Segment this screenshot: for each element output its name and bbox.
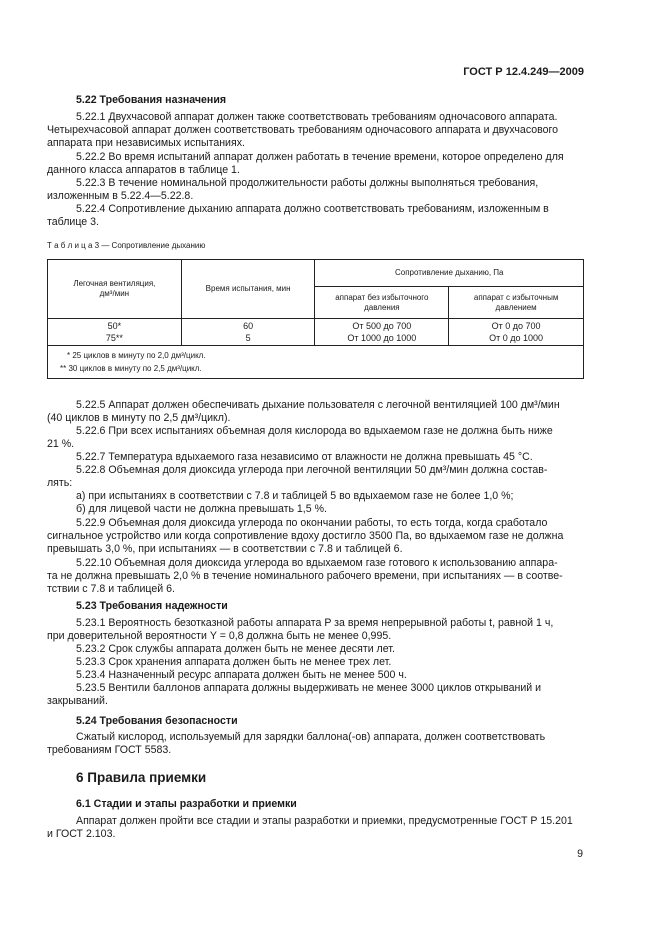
page-number: 9 (577, 848, 583, 860)
para-5-24-cont: требованиям ГОСТ 5583. (47, 744, 172, 756)
header-resistance: Сопротивление дыханию, Па (315, 260, 584, 287)
para-5-22-2: 5.22.2 Во время испытаний аппарат должен работать в течение времени, которое определено для (76, 151, 564, 163)
cell-excess: От 0 до 700 От 0 до 1000 (449, 319, 584, 346)
para-5-23-3: 5.23.3 Срок хранения аппарата должен быть не менее трех лет. (76, 656, 392, 668)
table-notes (48, 346, 584, 379)
para-5-22-3-cont: изложенным в 5.22.4—5.22.8. (47, 190, 194, 202)
para-5-24: Сжатый кислород, используемый для зарядки баллона(-ов) аппарата, должен соответствовать (76, 731, 546, 743)
para-5-22-5-cont: (40 циклов в минуту по 2,5 дм³/цикл). (47, 412, 231, 424)
para-5-22-7: 5.22.7 Температура вдыхаемого газа независимо от влажности не должна превышать 45 °С. (76, 451, 533, 463)
resistance-table (47, 259, 584, 379)
list-item: а) при испытаниях в соответствии с 7.8 и таблицей 5 во вдыхаемом газе не более 1,0 %; (76, 490, 514, 502)
para-5-22-10-cont: тствии с 7.8 и таблицей 6. (47, 583, 175, 595)
section-title-6: 6 Правила приемки (76, 770, 207, 785)
para-5-23-5: 5.23.5 Вентили баллонов аппарата должны выдерживать не менее 3000 циклов открываний и (76, 682, 542, 694)
para-5-22-5: 5.22.5 Аппарат должен обеспечивать дыхание пользователя с легочной вентиляцией 100 дм³/мин (76, 399, 560, 411)
para-5-22-8: 5.22.8 Объемная доля диоксида углерода при легочной вентиляции 50 дм³/мин должна состав- (76, 464, 548, 476)
cell-no-excess: От 500 до 700 От 1000 до 1000 (315, 319, 449, 346)
para-6-1: Аппарат должен пройти все стадии и этапы разработки и приемки, предусмотренные ГОСТ Р 15.201 (76, 815, 573, 827)
document-id: ГОСТ Р 12.4.249—2009 (463, 66, 584, 78)
para-5-22-6: 5.22.6 При всех испытаниях объемная доля кислорода во вдыхаемом газе не должна быть ниже (76, 425, 553, 437)
para-5-22-4: 5.22.4 Сопротивление дыханию аппарата должно соответствовать требованиям, изложенным в (76, 203, 549, 215)
para-5-22-2-cont: данного класса аппаратов в таблице 1. (47, 164, 240, 176)
section-title-5-23: 5.23 Требования надежности (76, 600, 228, 612)
para-5-22-9: 5.22.9 Объемная доля диоксида углерода по окончании работы, то есть тогда, когда сработало (76, 517, 548, 529)
para-5-22-1-cont: аппарата при независимых испытаниях. (47, 137, 245, 149)
para-5-22-1-cont: Четырехчасовой аппарат должен соответствовать требованиям одночасового аппарата и двухчасового (47, 124, 559, 136)
cell-time: 60 5 (181, 319, 315, 346)
cell-ventilation: 50* 75** (48, 319, 182, 346)
para-5-23-1: 5.23.1 Вероятность безотказной работы аппарата P за время непрерывной работы t, равной 1 ч, (76, 617, 554, 629)
para-6-1-cont: и ГОСТ 2.103. (47, 828, 116, 840)
para-5-22-1: 5.22.1 Двухчасовой аппарат должен также соответствовать требованиям одночасового аппарата. (76, 111, 558, 123)
table-note: * 25 циклов в минуту по 2,0 дм³/цикл. (67, 351, 206, 360)
para-5-22-4-cont: таблице 3. (47, 216, 99, 228)
para-5-23-1-cont: при доверительной вероятности Υ = 0,8 должна быть не менее 0,995. (47, 630, 392, 642)
para-5-22-3: 5.22.3 В течение номинальной продолжительности работы должны выполняться требования, (76, 177, 539, 189)
header-test-time: Время испытания, мин (181, 260, 315, 319)
para-5-23-4: 5.23.4 Назначенный ресурс аппарата должен быть не менее 500 ч. (76, 669, 407, 681)
para-5-22-10-cont: та не должна превышать 2,0 % в течение номинального рабочего времени, при испытаниях — в соотве- (47, 570, 563, 582)
para-5-23-5-cont: закрываний. (47, 695, 108, 707)
section-title-5-24: 5.24 Требования безопасности (76, 715, 238, 727)
para-5-23-2: 5.23.2 Срок службы аппарата должен быть не менее десяти лет. (76, 643, 395, 655)
section-title-5-22: 5.22 Требования назначения (76, 94, 227, 106)
para-5-22-9-cont: превышать 3,0 %, при испытаниях — в соответствии с 7.8 и таблицей 6. (47, 543, 403, 555)
para-5-22-8-cont: лять: (47, 477, 73, 489)
para-5-22-6-cont: 21 %. (47, 438, 75, 450)
table-row (48, 319, 584, 346)
header-ventilation: Легочная вентиляция, дм³/мин (48, 260, 182, 319)
header-excess: аппарат с избыточным давлением (449, 287, 584, 319)
para-5-22-10: 5.22.10 Объемная доля диоксида углерода во вдыхаемом газе готового к использованию аппара- (76, 557, 558, 569)
table-caption: Т а б л и ц а 3 — Сопротивление дыханию (47, 241, 206, 250)
list-item: б) для лицевой части не должна превышать 1,5 %. (76, 503, 327, 515)
header-no-excess: аппарат без избыточного давления (315, 287, 449, 319)
table-note: ** 30 циклов в минуту по 2,5 дм³/цикл. (60, 364, 202, 373)
para-5-22-9-cont: сигнальное устройство или когда сопротивление вдоху достигло 3500 Па, во вдыхаемом газе не должна (47, 530, 564, 542)
subsection-title-6-1: 6.1 Стадии и этапы разработки и приемки (76, 798, 297, 810)
